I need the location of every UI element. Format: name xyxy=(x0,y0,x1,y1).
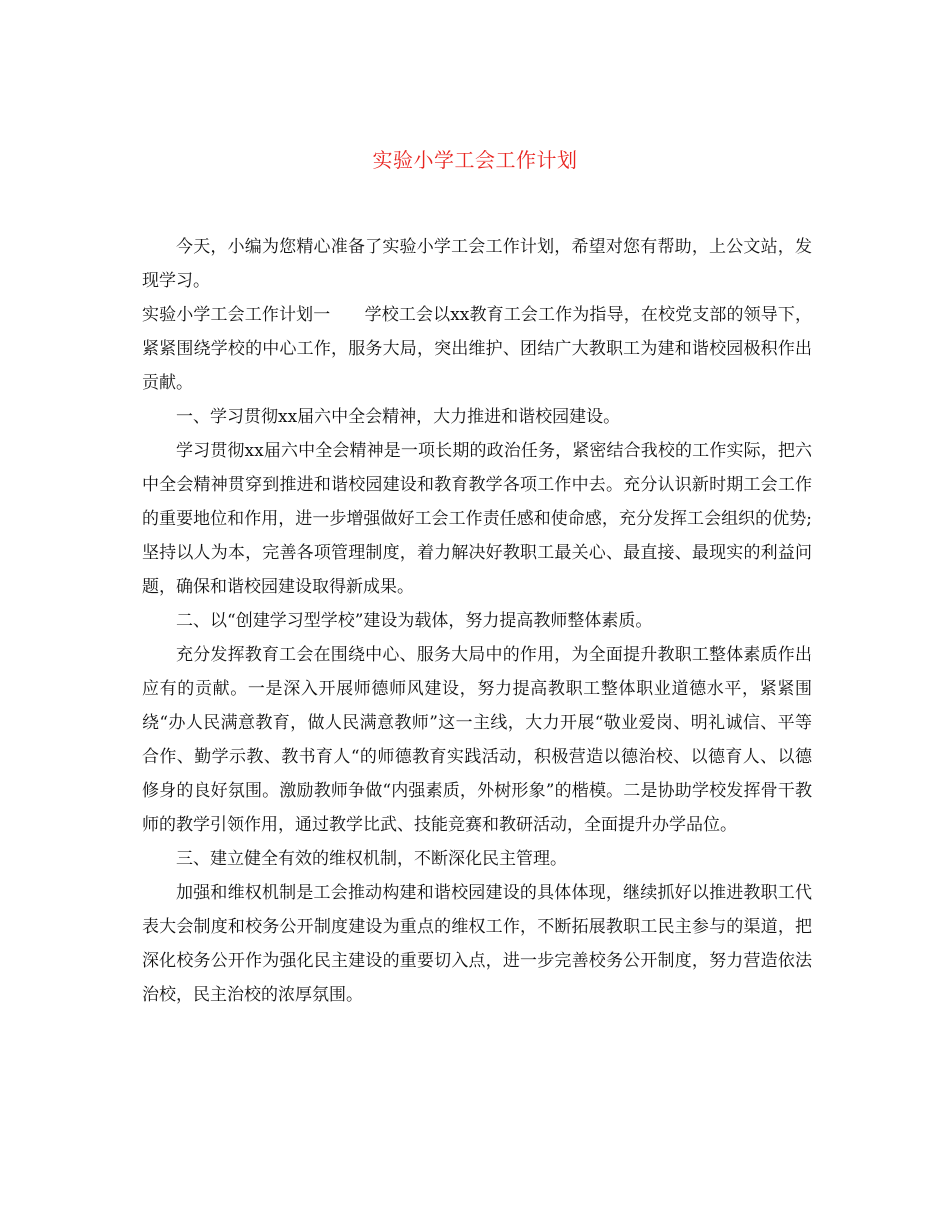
plan-heading: 实验小学工会工作计划一 xyxy=(142,305,331,325)
section2-body: 充分发挥教育工会在围绕中心、服务大局中的作用，为全面提升教职工整体素质作出应有的贡献。一是深入开展师德师风建设，努力提高教职工整体职业道德水平，紧紧围绕“办人民满意教育，做人民满意教师”这一主线，大力开展“敬业爱岗、明礼诚信、平等合作、勤学示教、教书育人“的师德教育实践活动，积极营造以德治校、以德育人、以德修身的良好氛围。激励教师争做“内强素质，外树形象”的楷模。二是协助学校发挥骨干教师的教学引领作用，通过教学比武、技能竞赛和教研活动，全面提升办学品位。 xyxy=(142,645,812,835)
document-body xyxy=(142,230,812,1012)
section1-body: 学习贯彻xx届六中全会精神是一项长期的政治任务，紧密结合我校的工作实际，把六中全会精神贯穿到推进和谐校园建设和教育教学各项工作中去。充分认识新时期工会工作的重要地位和作用，进一步增强做好工会工作责任感和使命感，充分发挥工会组织的优势;坚持以人为本，完善各项管理制度，着力解决好教职工最关心、最直接、最现实的利益问题，确保和谐校园建设取得新成果。 xyxy=(142,441,812,597)
section1-heading: 一、学习贯彻xx届六中全会精神，大力推进和谐校园建设。 xyxy=(176,407,621,427)
document-title: 实验小学工会工作计划 xyxy=(372,148,578,172)
plan-lead-text: 学校工会以xx教育工会工作为指导，在校党支部的领导下，紧紧围绕学校的中心工作，服务大局，突出维护、团结广大教职工为建和谐校园极积作出贡献。 xyxy=(142,305,812,393)
section3-body: 加强和维权机制是工会推动构建和谐校园建设的具体体现，继续抓好以推进教职工代表大会制度和校务公开制度建设为重点的维权工作，不断拓展教职工民主参与的渠道，把深化校务公开作为强化民主建设的重要切入点，进一步完善校务公开制度，努力营造依法治校，民主治校的浓厚氛围。 xyxy=(142,883,812,1005)
section3-heading: 三、建立健全有效的维权机制，不断深化民主管理。 xyxy=(176,849,567,869)
section2-heading: 二、以“创建学习型学校”建设为载体，努力提高教师整体素质。 xyxy=(176,611,653,631)
plan-paragraph xyxy=(142,298,812,400)
intro-paragraph: 今天，小编为您精心准备了实验小学工会工作计划，希望对您有帮助，上公文站，发现学习。 xyxy=(142,237,812,291)
